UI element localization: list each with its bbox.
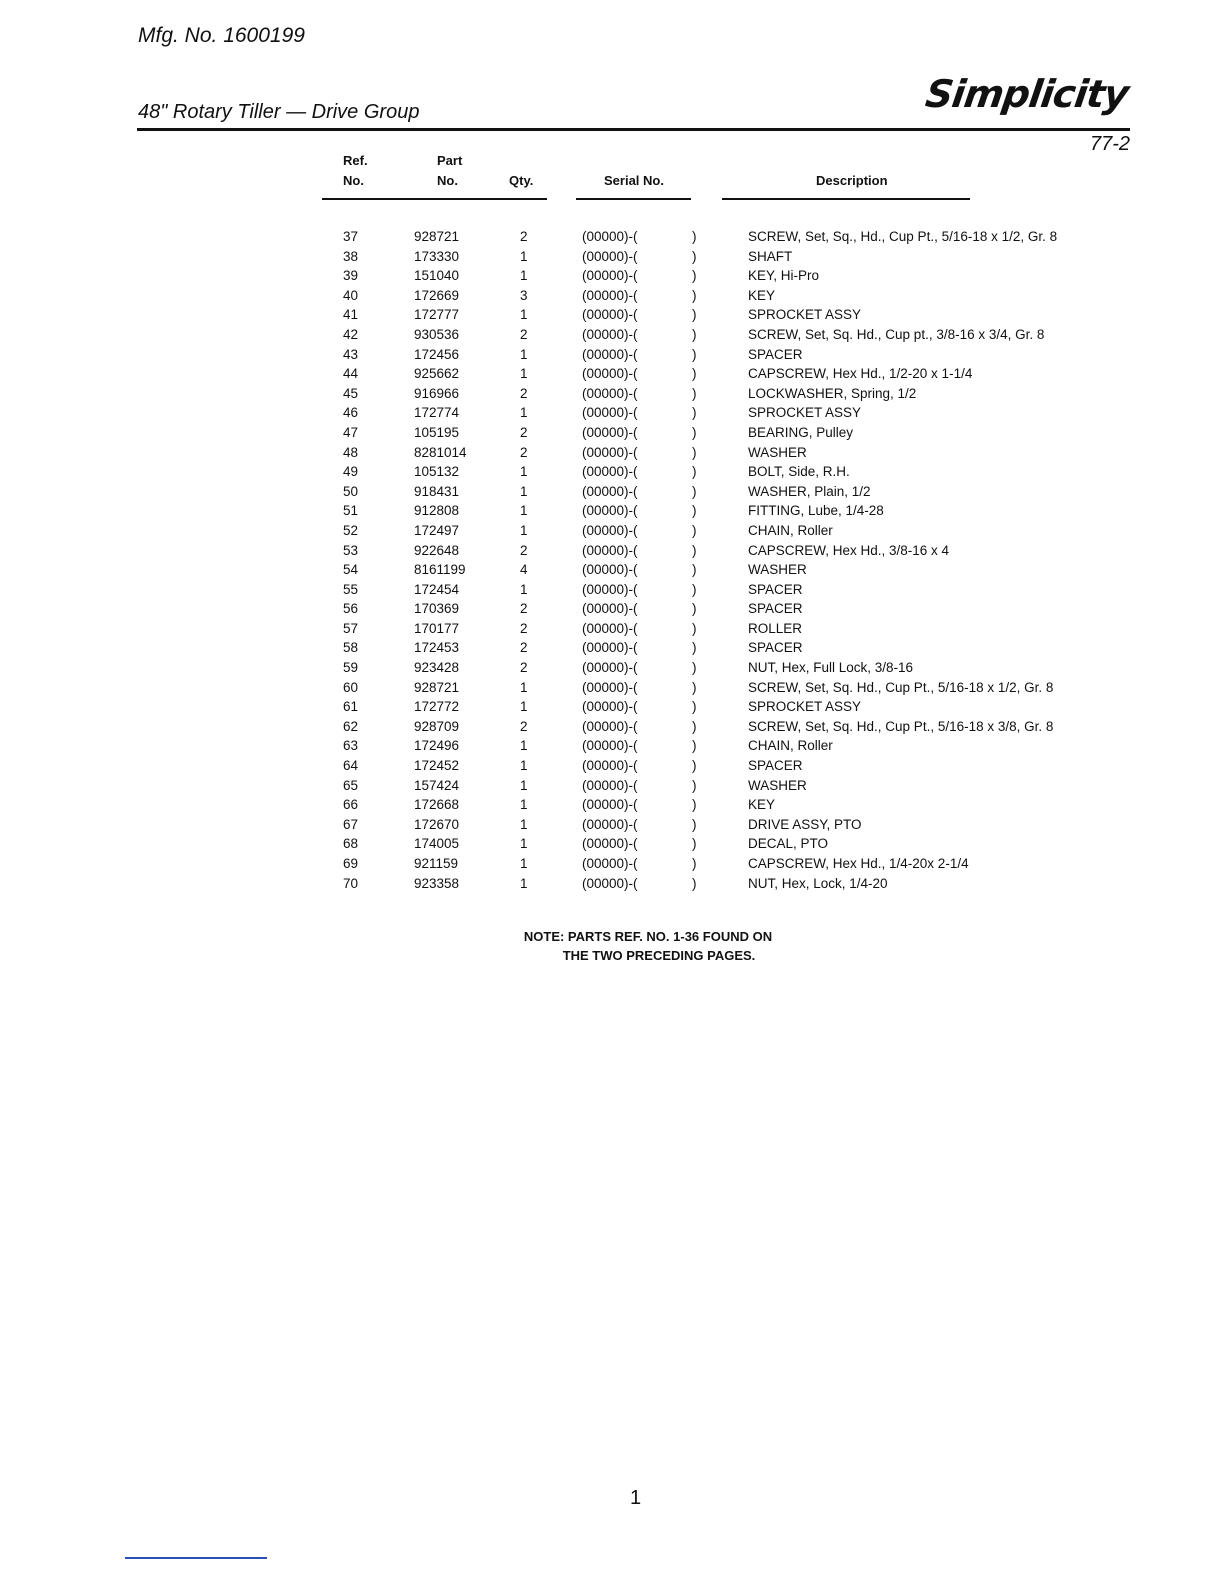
footer-rule	[125, 1557, 267, 1559]
table-row	[0, 660, 1224, 680]
ref-cell: 45	[343, 385, 359, 401]
description-cell: BEARING, Pulley	[748, 424, 854, 440]
serial-cell: (00000)-(	[582, 738, 638, 754]
serial-cell: (00000)-(	[582, 562, 638, 578]
serial-end-cell: )	[692, 581, 697, 597]
part-number-cell: 170369	[414, 601, 460, 617]
qty-cell: 1	[520, 836, 528, 852]
qty-cell: 1	[520, 522, 528, 538]
ref-cell: 48	[343, 444, 359, 460]
description-cell: FITTING, Lube, 1/4-28	[748, 503, 884, 519]
table-row	[0, 817, 1224, 837]
table-row	[0, 484, 1224, 504]
serial-cell: (00000)-(	[582, 268, 638, 284]
serial-cell: (00000)-(	[582, 346, 638, 362]
ref-cell: 57	[343, 620, 359, 636]
note-line-1: NOTE: PARTS REF. NO. 1-36 FOUND ON	[523, 929, 773, 944]
table-row	[0, 503, 1224, 523]
serial-cell: (00000)-(	[582, 581, 638, 597]
serial-end-cell: )	[692, 366, 697, 382]
description-cell: SCREW, Set, Sq. Hd., Cup Pt., 5/16-18 x 3/8, Gr. 8	[748, 718, 1054, 734]
serial-end-cell: )	[692, 601, 697, 617]
serial-cell: (00000)-(	[582, 366, 638, 382]
ref-cell: 52	[343, 522, 359, 538]
table-row	[0, 601, 1224, 621]
serial-end-cell: )	[692, 562, 697, 578]
part-number-cell: 921159	[414, 856, 459, 871]
column-header-part	[437, 151, 462, 191]
ref-cell: 55	[343, 581, 359, 597]
ref-cell: 47	[343, 424, 359, 440]
part-number-cell: 172670	[414, 816, 460, 832]
page-number: 77-2	[1089, 133, 1130, 155]
serial-end-cell: )	[692, 307, 697, 323]
table-row	[0, 856, 1224, 876]
serial-cell: (00000)-(	[582, 248, 638, 264]
serial-cell: (00000)-(	[582, 483, 638, 499]
footer-mark: 1	[630, 1487, 642, 1509]
part-number-cell: 173330	[414, 248, 460, 264]
brand-logo: Simplicity	[923, 72, 1132, 116]
serial-cell: (00000)-(	[582, 640, 638, 656]
qty-cell: 1	[520, 346, 528, 362]
table-row	[0, 366, 1224, 386]
serial-end-cell: )	[692, 856, 697, 871]
serial-cell: (00000)-(	[582, 424, 638, 440]
serial-end-cell: )	[692, 640, 697, 656]
serial-cell: (00000)-(	[582, 797, 638, 813]
qty-cell: 1	[520, 758, 528, 774]
column-header-ref-line2: No.	[343, 173, 364, 188]
description-cell: SHAFT	[748, 248, 793, 264]
qty-cell: 2	[520, 444, 528, 460]
description-cell: CAPSCREW, Hex Hd., 3/8-16 x 4	[748, 542, 950, 558]
description-cell: SPROCKET ASSY	[748, 699, 862, 715]
serial-end-cell: )	[692, 483, 697, 499]
part-number-cell: 172669	[414, 287, 460, 303]
part-number-cell: 916966	[414, 385, 460, 401]
serial-end-cell: )	[692, 464, 697, 480]
ref-cell: 41	[343, 307, 359, 323]
column-header-serial: Serial No.	[604, 173, 664, 188]
ref-cell: 49	[343, 464, 359, 480]
ref-cell: 67	[343, 816, 359, 832]
part-number-cell: 157424	[414, 777, 460, 793]
serial-end-cell: )	[692, 620, 697, 636]
qty-cell: 1	[520, 405, 528, 421]
part-number-cell: 172456	[414, 346, 460, 362]
table-row	[0, 543, 1224, 563]
serial-end-cell: )	[692, 542, 697, 558]
serial-end-cell: )	[692, 248, 697, 264]
serial-cell: (00000)-(	[582, 522, 638, 538]
serial-cell: (00000)-(	[582, 307, 638, 323]
table-row	[0, 876, 1224, 896]
ref-cell: 51	[343, 503, 359, 519]
note-line-2: THE TWO PRECEDING PAGES.	[562, 948, 756, 963]
serial-end-cell: )	[692, 875, 697, 891]
qty-cell: 1	[520, 268, 528, 284]
table-row	[0, 738, 1224, 758]
part-number-cell: 172453	[414, 640, 460, 656]
serial-cell: (00000)-(	[582, 679, 638, 695]
serial-end-cell: )	[692, 679, 697, 695]
part-number-cell: 918431	[414, 483, 460, 499]
column-header-ref-line1: Ref.	[343, 153, 368, 168]
serial-cell: (00000)-(	[582, 718, 638, 734]
ref-cell: 63	[343, 738, 359, 754]
description-cell: SPACER	[748, 758, 803, 774]
part-number-cell: 8161199	[414, 562, 466, 578]
description-cell: NUT, Hex, Full Lock, 3/8-16	[748, 660, 914, 676]
column-header-rule	[322, 198, 547, 200]
serial-end-cell: )	[692, 346, 697, 362]
table-row	[0, 758, 1224, 778]
description-cell: WASHER	[748, 562, 807, 578]
description-cell: SPACER	[748, 640, 803, 656]
qty-cell: 4	[520, 562, 528, 578]
ref-cell: 64	[343, 758, 359, 774]
table-row	[0, 680, 1224, 700]
serial-cell: (00000)-(	[582, 816, 638, 832]
description-cell: SPROCKET ASSY	[748, 307, 862, 323]
table-row	[0, 621, 1224, 641]
ref-cell: 70	[343, 875, 359, 891]
serial-cell: (00000)-(	[582, 326, 638, 342]
ref-cell: 50	[343, 483, 359, 499]
part-number-cell: 923428	[414, 660, 460, 676]
table-row	[0, 347, 1224, 367]
serial-cell: (00000)-(	[582, 660, 638, 676]
description-cell: CHAIN, Roller	[748, 738, 833, 754]
serial-end-cell: )	[692, 268, 697, 284]
column-header-description: Description	[816, 173, 888, 188]
serial-cell: (00000)-(	[582, 444, 638, 460]
description-cell: CAPSCREW, Hex Hd., 1/4-20x 2-1/4	[748, 856, 969, 871]
table-row	[0, 229, 1224, 249]
qty-cell: 1	[520, 738, 528, 754]
table-row	[0, 719, 1224, 739]
serial-end-cell: )	[692, 660, 697, 676]
description-cell: SCREW, Set, Sq. Hd., Cup pt., 3/8-16 x 3/4, Gr. 8	[748, 326, 1045, 342]
table-row	[0, 268, 1224, 288]
serial-end-cell: )	[692, 326, 697, 342]
ref-cell: 37	[343, 229, 359, 244]
serial-end-cell: )	[692, 777, 697, 793]
serial-cell: (00000)-(	[582, 758, 638, 774]
serial-end-cell: )	[692, 287, 697, 303]
serial-end-cell: )	[692, 424, 697, 440]
table-row	[0, 582, 1224, 602]
description-cell: KEY	[748, 797, 776, 813]
qty-cell: 2	[520, 326, 528, 342]
qty-cell: 1	[520, 503, 528, 519]
part-number-cell: 928721	[414, 229, 460, 244]
parts-list	[0, 229, 1224, 895]
qty-cell: 1	[520, 366, 528, 382]
column-header-qty: Qty.	[509, 173, 534, 188]
qty-cell: 2	[520, 660, 528, 676]
description-cell: DECAL, PTO	[748, 836, 829, 852]
table-row	[0, 699, 1224, 719]
header-rule	[137, 128, 1130, 131]
serial-cell: (00000)-(	[582, 405, 638, 421]
ref-cell: 43	[343, 346, 359, 362]
column-header-part-line1: Part	[437, 153, 463, 168]
column-header-rule	[722, 198, 970, 200]
part-number-cell: 8281014	[414, 444, 467, 460]
serial-end-cell: )	[692, 503, 697, 519]
qty-cell: 1	[520, 797, 528, 813]
qty-cell: 1	[520, 307, 528, 323]
serial-cell: (00000)-(	[582, 503, 638, 519]
serial-end-cell: )	[692, 836, 697, 852]
ref-cell: 46	[343, 405, 359, 421]
description-cell: BOLT, Side, R.H.	[748, 464, 850, 480]
part-number-cell: 174005	[414, 836, 460, 852]
part-number-cell: 930536	[414, 326, 460, 342]
description-cell: SPACER	[748, 601, 803, 617]
ref-cell: 65	[343, 777, 359, 793]
serial-cell: (00000)-(	[582, 601, 638, 617]
description-cell: CHAIN, Roller	[748, 522, 833, 538]
ref-cell: 66	[343, 797, 359, 813]
table-row	[0, 386, 1224, 406]
serial-cell: (00000)-(	[582, 836, 638, 852]
serial-end-cell: )	[692, 718, 697, 734]
description-cell: SCREW, Set, Sq., Hd., Cup Pt., 5/16-18 x 1/2, Gr. 8	[748, 229, 1058, 244]
qty-cell: 1	[520, 581, 528, 597]
qty-cell: 2	[520, 542, 528, 558]
part-number-cell: 172668	[414, 797, 460, 813]
serial-cell: (00000)-(	[582, 542, 638, 558]
description-cell: SPACER	[748, 581, 803, 597]
table-row	[0, 288, 1224, 308]
description-cell: NUT, Hex, Lock, 1/4-20	[748, 875, 888, 891]
serial-end-cell: )	[692, 758, 697, 774]
qty-cell: 2	[520, 385, 528, 401]
qty-cell: 2	[520, 640, 528, 656]
description-cell: KEY, Hi-Pro	[748, 268, 820, 284]
column-header-rule	[576, 198, 691, 200]
serial-end-cell: )	[692, 405, 697, 421]
part-number-cell: 172777	[414, 307, 460, 323]
serial-end-cell: )	[692, 699, 697, 715]
ref-cell: 38	[343, 248, 359, 264]
page-title: 48" Rotary Tiller — Drive Group	[138, 101, 420, 123]
ref-cell: 69	[343, 856, 359, 871]
table-row	[0, 836, 1224, 856]
qty-cell: 1	[520, 679, 528, 695]
description-cell: DRIVE ASSY, PTO	[748, 816, 862, 832]
serial-end-cell: )	[692, 816, 697, 832]
description-cell: SCREW, Set, Sq. Hd., Cup Pt., 5/16-18 x 1/2, Gr. 8	[748, 679, 1054, 695]
description-cell: WASHER	[748, 444, 807, 460]
ref-cell: 42	[343, 326, 359, 342]
qty-cell: 2	[520, 620, 528, 636]
table-row	[0, 327, 1224, 347]
description-cell: ROLLER	[748, 620, 803, 636]
part-number-cell: 923358	[414, 875, 460, 891]
description-cell: KEY	[748, 287, 776, 303]
table-row	[0, 523, 1224, 543]
description-cell: SPACER	[748, 346, 803, 362]
part-number-cell: 928721	[414, 679, 460, 695]
column-header-part-line2: No.	[437, 173, 458, 188]
part-number-cell: 105195	[414, 424, 460, 440]
serial-cell: (00000)-(	[582, 856, 638, 871]
table-row	[0, 249, 1224, 269]
part-number-cell: 172454	[414, 581, 460, 597]
column-header-ref	[343, 151, 368, 191]
qty-cell: 1	[520, 483, 528, 499]
ref-cell: 53	[343, 542, 359, 558]
qty-cell: 3	[520, 287, 528, 303]
serial-cell: (00000)-(	[582, 777, 638, 793]
part-number-cell: 172452	[414, 758, 460, 774]
table-row	[0, 464, 1224, 484]
qty-cell: 2	[520, 718, 528, 734]
part-number-cell: 172772	[414, 699, 460, 715]
table-row	[0, 307, 1224, 327]
description-cell: SPROCKET ASSY	[748, 405, 862, 421]
description-cell: LOCKWASHER, Spring, 1/2	[748, 385, 917, 401]
serial-end-cell: )	[692, 797, 697, 813]
table-row	[0, 425, 1224, 445]
table-row	[0, 562, 1224, 582]
ref-cell: 60	[343, 679, 359, 695]
part-number-cell: 105132	[414, 464, 460, 480]
serial-end-cell: )	[692, 229, 697, 244]
qty-cell: 1	[520, 248, 528, 264]
serial-end-cell: )	[692, 444, 697, 460]
part-number-cell: 912808	[414, 503, 460, 519]
table-row	[0, 445, 1224, 465]
description-cell: WASHER	[748, 777, 807, 793]
ref-cell: 56	[343, 601, 359, 617]
qty-cell: 1	[520, 699, 528, 715]
ref-cell: 68	[343, 836, 359, 852]
serial-cell: (00000)-(	[582, 385, 638, 401]
serial-cell: (00000)-(	[582, 287, 638, 303]
serial-end-cell: )	[692, 738, 697, 754]
description-cell: WASHER, Plain, 1/2	[748, 483, 871, 499]
part-number-cell: 925662	[414, 366, 460, 382]
serial-cell: (00000)-(	[582, 699, 638, 715]
qty-cell: 1	[520, 464, 528, 480]
ref-cell: 61	[343, 699, 359, 715]
description-cell: CAPSCREW, Hex Hd., 1/2-20 x 1-1/4	[748, 366, 973, 382]
qty-cell: 1	[520, 856, 528, 871]
part-number-cell: 172774	[414, 405, 460, 421]
qty-cell: 1	[520, 777, 528, 793]
ref-cell: 44	[343, 366, 359, 382]
table-row	[0, 797, 1224, 817]
serial-cell: (00000)-(	[582, 875, 638, 891]
part-number-cell: 928709	[414, 718, 460, 734]
ref-cell: 54	[343, 562, 359, 578]
ref-cell: 59	[343, 660, 359, 676]
serial-cell: (00000)-(	[582, 464, 638, 480]
table-row	[0, 405, 1224, 425]
ref-cell: 40	[343, 287, 359, 303]
part-number-cell: 170177	[414, 620, 460, 636]
qty-cell: 2	[520, 229, 528, 244]
part-number-cell: 172496	[414, 738, 460, 754]
ref-cell: 58	[343, 640, 359, 656]
serial-end-cell: )	[692, 522, 697, 538]
table-row	[0, 778, 1224, 798]
serial-cell: (00000)-(	[582, 229, 638, 244]
part-number-cell: 922648	[414, 542, 460, 558]
ref-cell: 39	[343, 268, 359, 284]
qty-cell: 2	[520, 601, 528, 617]
qty-cell: 2	[520, 424, 528, 440]
qty-cell: 1	[520, 875, 528, 891]
part-number-cell: 151040	[414, 268, 460, 284]
ref-cell: 62	[343, 718, 359, 734]
serial-cell: (00000)-(	[582, 620, 638, 636]
qty-cell: 1	[520, 816, 528, 832]
serial-end-cell: )	[692, 385, 697, 401]
table-row	[0, 640, 1224, 660]
part-number-cell: 172497	[414, 522, 460, 538]
mfg-number: Mfg. No. 1600199	[138, 24, 305, 47]
